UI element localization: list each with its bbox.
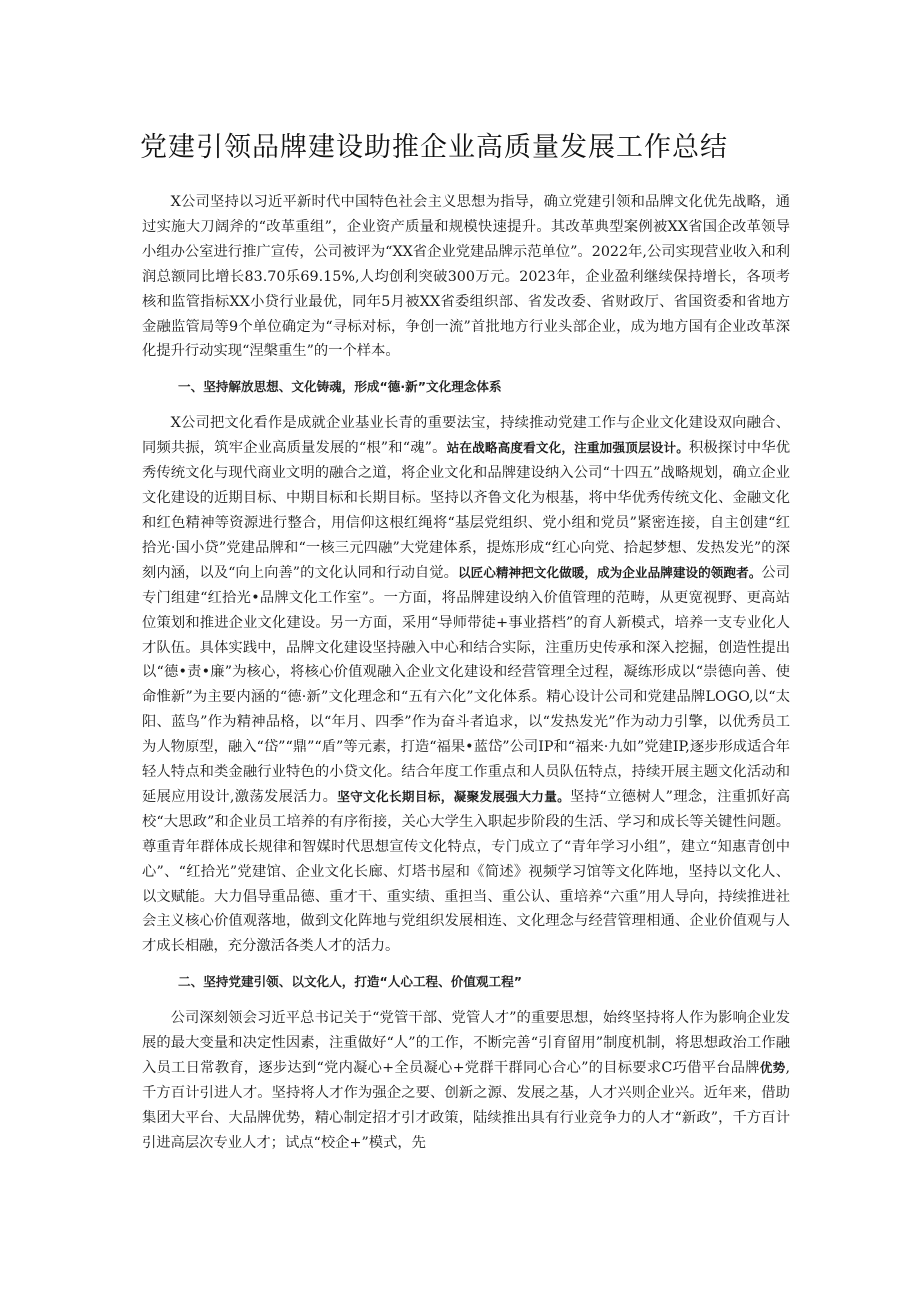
section-1-text-g: 坚持“立德树人”理念，注重抓好高校“大思政”和企业员工培养的有序衔接，关心大学生入职起步阶段的生活、学习和成长等关键性问题。尊重青年群体成长规律和智媒时代思想宣传文化特点，专门成立了“青年学习小组”，建立“知惠青创中心”、“红拾光”党建馆、企业文化长廊、灯塔书屋和《简述》视频学习馆等文化阵地，坚持以文化人、以文赋能。大力倡导重品德、重才干、重实绩、重担当、重公认、重培养“六重”用人导向，持续推进社会主义核心价值观落地，做到文化阵地与党组织发展相连、文化理念与经营管理相通、企业价值观与人才成长相融，充分激活各类人才的活力。 [142, 788, 791, 955]
intro-paragraph: X公司坚持以习近平新时代中国特色社会主义思想为指导，确立党建引领和品牌文化优先战略，通过实施大刀阔斧的“改革重组”，企业资产质量和规模快速提升。其改革典型案例被XX省国企改革领导小组办公室进行推广宣传，公司被评为“XX省企业党建品牌示范单位”。2022年,公司实现营业收入和利润总额同比增长83.70乐69.15%,人均创利突破300万元。2023年，企业盈利继续保持增长，各项考核和监管指标XX小贷行业最优，同年5月被XX省委组织部、省发改委、省财政厅、省国资委和省地方金融监管局等9个单位确定为“寻标对标，争创一流”首批地方行业头部企业，成为地方国有企业改革深化提升行动实现“涅槃重生”的一个样本。 [142, 194, 790, 360]
document-page [142, 128, 790, 1156]
document-title: 党建引领品牌建设助推企业高质量发展工作总结 [140, 132, 728, 163]
section-1-emphasis-strategy: 站在战略高度看文化，注重加强顶层设计。 [446, 440, 689, 456]
section-1-paragraph [142, 411, 790, 959]
section-2-text-c: ,千方百计引进人才。坚持将人才作为强企之要、创新之源、发展之基，人才兴则企业兴。近年来，借助集团大平台、大品牌优势，精心制定招才引才政策，陆续推出具有行业竞争力的人才“新政”，千方百计引进高层次专业人才；试点“校企+”模式，先 [142, 1060, 791, 1151]
section-1-text-a: X公司把文化看作是成就企业基业长青的重要法宝，持续推动党建工作与企业文化建设双向融合、同频共振，筑牢企业高质量发展的“根”和“魂”。 [142, 415, 790, 457]
section-2-heading: 二、坚持党建引领、以文化人，打造“人心工程、价值观工程” [178, 974, 522, 990]
section-1-emphasis-long-term: 坚守文化长期目标，凝聚发展强大力量。 [337, 788, 571, 804]
section-2-text-a: 公司深刻领会习近平总书记关于“党管干部、党管人才”的重要思想，始终坚持将人作为影响企业发展的最大变量和决定性因素，注重做好“人”的工作，不断完善“引育留用”制度机制，将思想政治工作融入员工日常教育，逐步达到“党内凝心+全员凝心+党群干群同心合心”的目标要求C巧借平台品牌 [142, 1010, 790, 1077]
section-1-text-e: 公司专门组建“红拾光•品牌文化工作室”。一方面，将品牌建设纳入价值管理的范畴，从更宽视野、更高站位策划和推进企业文化建设。另一方面，采用“导师带徒+事业搭档”的育人新模式，培养一支专业化人才队伍。具体实践中，品牌文化建设坚持融入中心和结合实际，注重历史传承和深入挖掘，创造性提出以“德•责•廉”为核心，将核心价值观融入企业文化建设和经营管理全过程，凝练形成以“崇德向善、使命惟新”为主要内涵的“德·新”文化理念和“五有六化”文化体系。精心设计公司和党建品牌LOGO,以“太阳、蓝鸟”作为精神品格，以“年月、四季”作为奋斗者追求，以“发热发光”作为动力引擎，以优秀员工为人物原型，融入“岱”“鼎”“盾”等元素，打造“福果•蓝岱”公司IP和“福来·九如”党建IP,逐步形成适合年轻人特点和类金融行业特色的小贷文化。结合年度工作重点和人员队伍特点，持续开展主题文化活动和延展应用设计,激荡发展活力。 [142, 564, 791, 805]
section-1-text-c: 积极探讨中华优秀传统文化与现代商业文明的融合之道，将企业文化和品牌建设纳入公司“十四五”战略规划，确立企业文化建设的近期目标、中期目标和长期目标。坚持以齐鲁文化为根基，将中华优秀传统文化、金融文化和红色精神等资源进行整合，用信仰这根红绳将“基层党组织、党小组和党员”紧密连接，自主创建“红拾光·国小贷”党建品牌和“一核三元四融”大党建体系，提炼形成“红心向党、拾起梦想、发热发光”的深刻内涵，以及“向上向善”的文化认同和行动自觉。 [142, 440, 791, 581]
section-2-paragraph [142, 1006, 790, 1155]
section-1-emphasis-craftsmanship: 以匠心精神把文化做暖，成为企业品牌建设的领跑者。 [457, 564, 762, 580]
section-2-emphasis-advantage: 优势 [759, 1060, 786, 1076]
section-1-heading: 一、坚持解放思想、文化铸魂，形成“德·新”文化理念体系 [178, 379, 502, 395]
